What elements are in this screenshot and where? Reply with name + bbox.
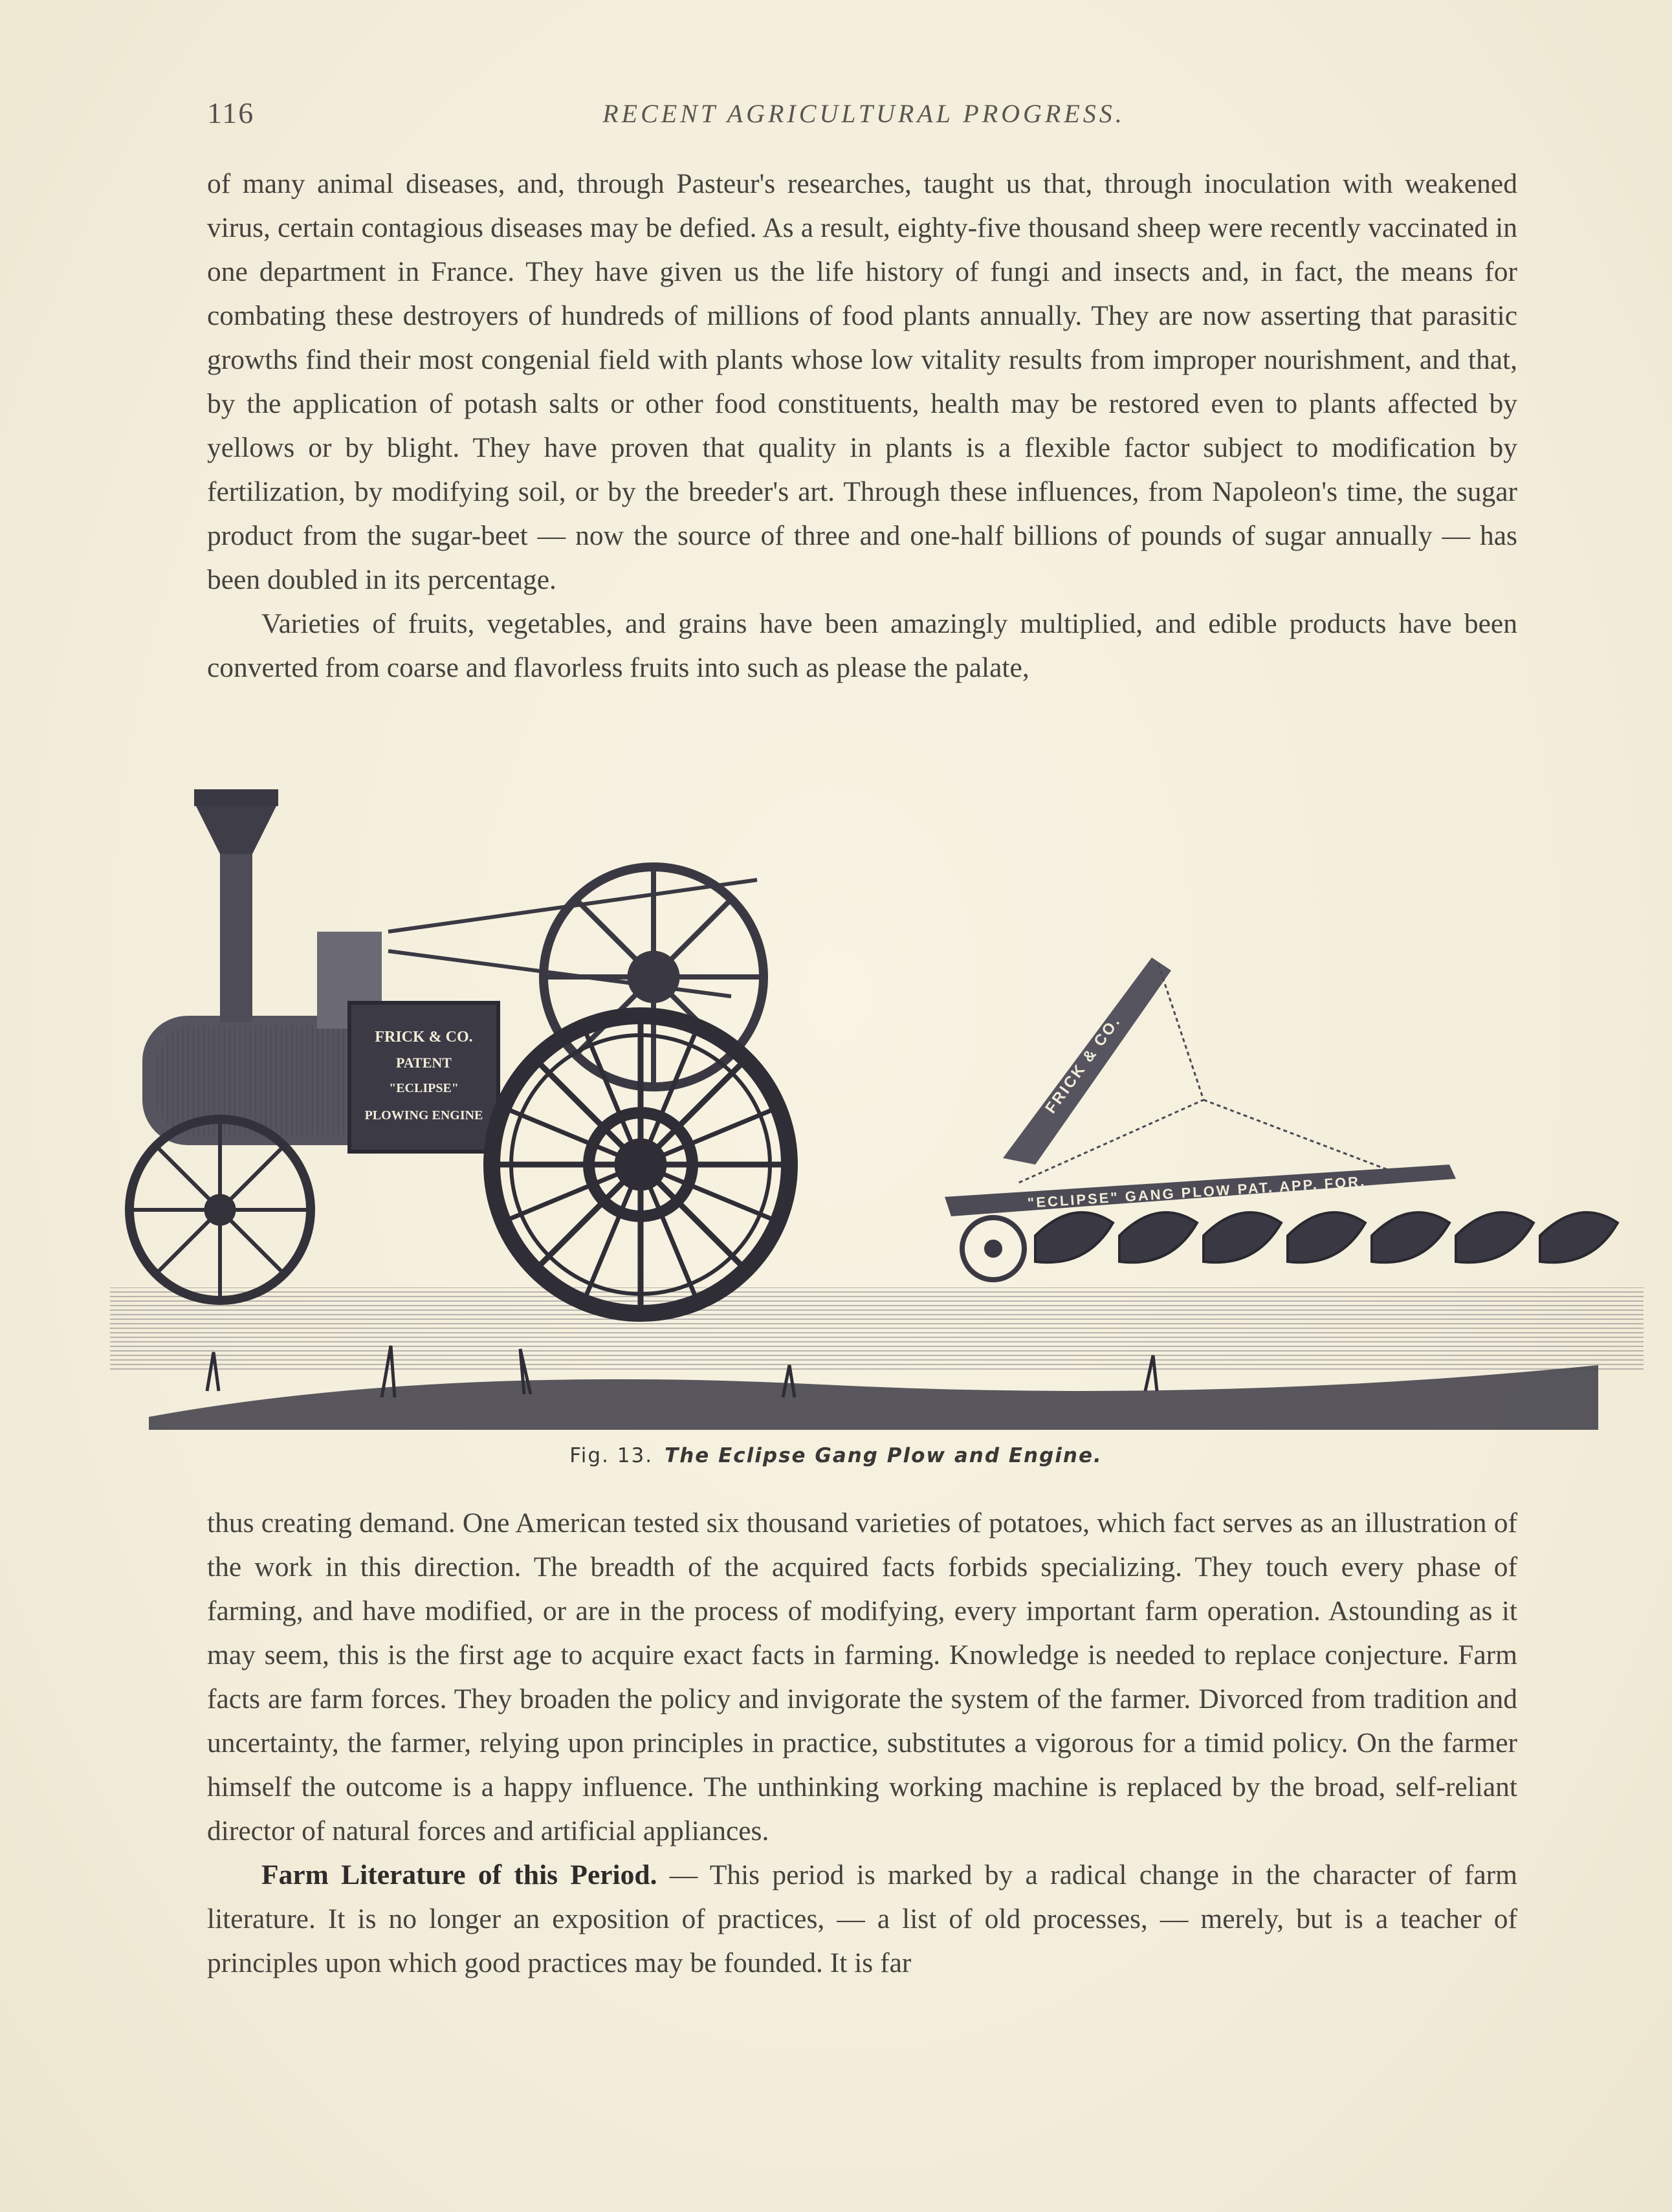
plate-line-4: PLOWING ENGINE (364, 1108, 483, 1122)
front-wheel (129, 1119, 311, 1300)
plate-line-1: FRICK & CO. (375, 1029, 473, 1046)
paragraph-demand: thus creating demand. One American tested six thousand varieties of potatoes, which fact serves as an illustration of the work in this direction. The breadth of the acquired facts forbids specializing. They touch every phase of farming, and have modified, or are in the process of modifying, every important farm operation. Astounding as it may seem, this is the first age to acquire exact facts in farming. Knowledge is needed to replace conjecture. Farm facts are farm forces. They broaden the policy and invigorate the system of the farmer. Divorced from tradition and uncertainty, the farmer, relying upon principles in practice, substitutes a vigorous for a timid policy. On the farmer himself the outcome is a happy influence. The unthinking working machine is replaced by the broad, self-reliant director of natural forces and artificial appliances. (207, 1507, 1517, 1846)
caption-number: Fig. 13. (569, 1444, 654, 1467)
caption-title: The Eclipse Gang Plow and Engine. (665, 1444, 1103, 1467)
beam-label: FRICK & CO. (1042, 1012, 1125, 1117)
engraving-figure (110, 783, 1644, 1436)
running-head (207, 96, 1521, 135)
body-text-bottom (207, 1501, 1517, 1985)
ground-hatching (110, 1287, 1644, 1430)
plow-engine-illustration (110, 783, 1644, 1436)
plow-shares (1035, 1212, 1618, 1262)
paragraph-farm-literature (207, 1853, 1517, 1985)
engine-plate (349, 1003, 498, 1152)
running-title: RECENT AGRICULTURAL PROGRESS. (602, 99, 1125, 128)
figure-caption (0, 1444, 1672, 1467)
page-number: 116 (207, 96, 255, 129)
paragraph-varieties: Varieties of fruits, vegetables, and grains have been amazingly multiplied, and edible products have been converted from coarse and flavorless fruits into such as please the palate, (207, 608, 1517, 683)
rear-driving-wheel (492, 1016, 789, 1313)
plow-gauge-wheel (962, 1218, 1024, 1280)
plow-frame (945, 1165, 1456, 1216)
plate-line-3: "ECLIPSE" (389, 1081, 459, 1095)
body-text-top (207, 162, 1517, 690)
section-heading-farm-literature: Farm Literature of this Period. (261, 1859, 657, 1890)
paragraph-continued: of many animal diseases, and, through Pasteur's researches, taught us that, through inoculation with weakened virus, certain contagious diseases may be defied. As a result, eighty-five thousand sheep were recently vaccinated in one department in France. They have given us the life history of fungi and insects and, in fact, the means for combating these destroyers of hundreds of millions of food plants annually. They are now asserting that parasitic growths find their most congenial field with plants whose low vitality results from improper nourishment, and that, by the application of potash salts or other food constituents, health may be restored even to plants affected by yellows or by blight. They have proven that quality in plants is a flexible factor subject to modification by fertilization, by modifying soil, or by the breeder's art. Through these influences, from Napoleon's time, the sugar product from the sugar-beet — now the source of three and one-half billions of pounds of sugar annually — has been doubled in its percentage. (207, 168, 1517, 595)
plate-line-2: PATENT (396, 1055, 452, 1071)
paragraph-farm-literature-text: — This period is marked by a radical change in the character of farm literature. It is no longer an exposition of practices, — a list of old processes, — merely, but is a teacher of principles upon which good practices may be founded. It is far (207, 1859, 1517, 1978)
frame-label: "ECLIPSE" GANG PLOW PAT. APP. FOR. (1027, 1173, 1367, 1211)
plow-beam (1003, 958, 1171, 1165)
